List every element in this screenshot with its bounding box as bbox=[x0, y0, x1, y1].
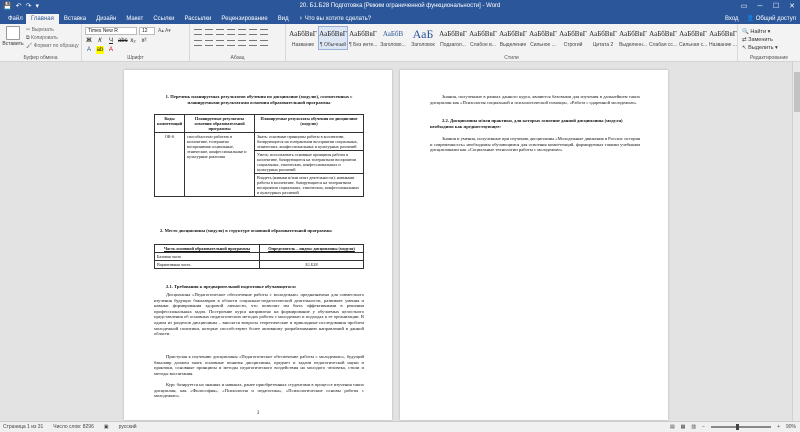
tab-references[interactable]: Ссылки bbox=[153, 16, 175, 22]
table-cell-can: Уметь: использовать основные принципы работы в коллективе, базирующиеся на толерантном восприятии социальных, этнических, конфессиональных и культурных различий bbox=[255, 151, 364, 174]
customize-qat-icon[interactable]: ▾ bbox=[35, 3, 39, 10]
style-item[interactable] bbox=[378, 26, 408, 50]
align-buttons bbox=[194, 40, 268, 46]
borders-icon[interactable] bbox=[260, 40, 268, 46]
styles-group-label: Стили bbox=[504, 55, 519, 61]
replace-button[interactable]: ⇄ Заменить bbox=[742, 37, 773, 43]
table-header-row bbox=[155, 115, 364, 133]
undo-icon[interactable]: ↶ bbox=[15, 3, 22, 10]
select-label: Выделить bbox=[748, 45, 774, 51]
styles-gallery bbox=[288, 26, 738, 50]
style-name: Заголово... bbox=[380, 42, 406, 48]
editing-group-label: Редактирование bbox=[749, 55, 789, 61]
style-sample: АаБбВвГ bbox=[349, 30, 377, 38]
print-layout-icon[interactable]: ▦ bbox=[680, 424, 686, 430]
style-name: Сильная с... bbox=[679, 42, 707, 48]
table-cell-code: ОК-6 bbox=[155, 133, 185, 197]
style-sample: АаБбВвГ bbox=[589, 30, 617, 38]
style-name: Слабая сс... bbox=[649, 42, 677, 48]
style-name: Цитата 2 bbox=[592, 42, 614, 48]
share-button[interactable]: 👤 Общий доступ bbox=[746, 16, 796, 22]
style-name: Заголовок bbox=[411, 42, 435, 48]
zoom-out-button[interactable]: − bbox=[702, 424, 706, 430]
structure-table bbox=[154, 244, 364, 269]
paste-label: Вставить bbox=[2, 41, 24, 47]
replace-label: Заменить bbox=[748, 37, 773, 43]
paragraph-skills: Знания и умения, полученные при изучении дисциплины «Молодежные движения в России: история и современность» необходимы обучающимся для освоения компетенций, формируемых такими учебными дисциплинами как «Социальные технологии работы с молодежью». bbox=[430, 136, 641, 153]
table-cell-master: Владеть (навыки и/или опыт деятельности): навыками работы в коллективе, базирующиеся на толерантном восприятии социальных, этнических, конфессиональных и культурных различий bbox=[255, 174, 364, 197]
table-row bbox=[155, 133, 364, 151]
table-cell-result: способностью работать в коллективе, толерантно воспринимая социальные, этнические, конфессиональные и культурные различия bbox=[185, 133, 255, 197]
style-item[interactable] bbox=[468, 26, 498, 50]
style-name: Выделение bbox=[499, 42, 527, 48]
shading-icon[interactable] bbox=[249, 40, 257, 46]
clipboard-group bbox=[0, 24, 82, 62]
tab-layout[interactable]: Макет bbox=[126, 16, 144, 22]
style-sample: АаБбВвГ bbox=[619, 30, 647, 38]
font-group bbox=[82, 24, 190, 62]
show-marks-icon[interactable] bbox=[260, 29, 268, 35]
find-label: Найти bbox=[750, 29, 767, 35]
zoom-level[interactable]: 90% bbox=[785, 424, 796, 430]
style-item[interactable] bbox=[498, 26, 528, 50]
style-item[interactable] bbox=[558, 26, 588, 50]
tab-mailings[interactable]: Рассылки bbox=[184, 16, 212, 22]
style-sample: АаБбВвГ bbox=[439, 30, 467, 38]
zoom-slider[interactable] bbox=[711, 426, 771, 428]
style-name: Строгий bbox=[563, 42, 583, 48]
italic-button[interactable]: К bbox=[98, 38, 102, 44]
style-item[interactable] bbox=[618, 26, 648, 50]
style-item[interactable] bbox=[648, 26, 678, 50]
table-header-row bbox=[155, 245, 364, 253]
style-item[interactable] bbox=[318, 26, 348, 50]
tab-view[interactable]: Вид bbox=[277, 16, 289, 22]
style-item[interactable] bbox=[708, 26, 738, 50]
style-item[interactable] bbox=[408, 26, 438, 50]
document-area[interactable] bbox=[0, 62, 800, 421]
maximize-button[interactable]: ☐ bbox=[772, 3, 780, 10]
paragraph-prereq: Приступая к изучению дисциплины «Педагогическое обеспечение работы с молодежью», будущий бакалавр должен знать основные понятия дисциплины, предмет и задачи педагогической науки и практики, основные принципы и методы педагогического воздействия на молодого человека, стили и методы воспитания. bbox=[154, 354, 364, 376]
competencies-table bbox=[154, 114, 364, 197]
status-bar bbox=[0, 421, 800, 432]
paragraph-knowledge: Знания, полученные в рамках данного курса, являются базовыми для изучения в дальнейшем таких дисциплин как «Психология социальной и психологической помощи», «Работа с одаренной молодежью». bbox=[430, 94, 640, 105]
table-cell: Вариативная часть bbox=[155, 261, 260, 269]
superscript-button[interactable]: x² bbox=[141, 38, 147, 44]
paragraph-basis: Курс базируется на знаниях и навыках, ранее приобретенных студентами в процессе изучения таких дисциплин, как «Философия», «Психология и педагогика», «Психологические основы работы с молодежью». bbox=[154, 382, 364, 399]
font-name-box[interactable]: Times New R bbox=[85, 27, 137, 35]
paste-button[interactable] bbox=[2, 26, 24, 47]
vertical-scrollbar[interactable] bbox=[792, 62, 800, 421]
web-layout-icon[interactable]: ▥ bbox=[691, 424, 697, 430]
strikethrough-button[interactable]: abc bbox=[118, 38, 128, 44]
style-sample: АаБбВвГ bbox=[289, 30, 317, 38]
paragraph-intro: Дисциплина «Педагогическое обеспечение работы с молодежью» предназначена для совместного изучения будущих бакалавров в области социально-педагогической деятельности, развивает умения и навыки формирования здоровой личности, что позволит им быть эффективными в решении профессиональных задач. Построение курса направлено на формирование у обучаемых целостного представления об основных педагогических методах работы с молодежью и подходах к ее организации. В одном из разделов дисциплины – вносятся вопросы теоретические и прикладные исследования проблем молодежной политики, которые способствуют более активному разрабатыванию направлений в данной области. bbox=[154, 292, 364, 337]
table-header-cell: Определитель – индекс дисциплины (модуля) bbox=[260, 245, 364, 253]
underline-button[interactable]: Ч bbox=[109, 38, 113, 44]
cut-label: Вырезать bbox=[31, 27, 54, 33]
font-color-icon[interactable]: A bbox=[108, 47, 113, 53]
tell-me-text: Что вы хотите сделать? bbox=[304, 16, 372, 22]
list-buttons bbox=[194, 29, 268, 35]
tab-home[interactable]: Главная bbox=[26, 14, 59, 24]
tab-insert[interactable]: Вставка bbox=[63, 16, 87, 22]
close-button[interactable]: ✕ bbox=[789, 3, 795, 10]
page-2[interactable] bbox=[400, 70, 668, 420]
paragraph-group-label: Абзац bbox=[230, 55, 245, 61]
style-sample: АаБбВвГ bbox=[679, 30, 707, 38]
heading-prerequisites: 2.1. Требования к предварительной подготовке обучающегося: bbox=[166, 284, 297, 289]
font-color-buttons bbox=[85, 46, 115, 54]
tell-me-box[interactable]: ♀ Что вы хотите сделать? bbox=[298, 16, 372, 22]
style-item[interactable] bbox=[588, 26, 618, 50]
style-name: Название ... bbox=[709, 42, 737, 48]
table-header-cell: Часть основной образовательной программы bbox=[155, 245, 260, 253]
sort-icon[interactable] bbox=[249, 29, 257, 35]
zoom-in-button[interactable]: + bbox=[777, 424, 780, 430]
window-controls bbox=[736, 0, 800, 13]
paragraph-group bbox=[190, 24, 286, 62]
heading-subsequent: 2.2. Дисциплины и/или практики, для которых освоение данной дисциплины (модуля) необходимо как предшествующее: bbox=[430, 118, 623, 129]
language-indicator[interactable]: русский bbox=[118, 424, 137, 430]
tab-review[interactable]: Рецензирование bbox=[221, 16, 268, 22]
table-cell-know: Знать: основные принципы работы в коллективе, базирующиеся на толерантном восприятии социальных, этнических, конфессиональных и культурных различий bbox=[255, 133, 364, 151]
decrease-indent-icon[interactable] bbox=[227, 29, 235, 35]
minimize-button[interactable]: ─ bbox=[757, 3, 763, 10]
grow-font-icon[interactable]: A▴ A▾ bbox=[158, 28, 171, 34]
title-bar bbox=[0, 0, 800, 13]
tab-design[interactable]: Дизайн bbox=[96, 16, 117, 22]
font-size-box[interactable]: 12 bbox=[139, 27, 155, 35]
style-sample: АаБбВвГ bbox=[319, 30, 347, 38]
page-number: 3 bbox=[256, 411, 260, 416]
style-sample: АаБбВвГ bbox=[529, 30, 557, 38]
cut-button[interactable]: ✂ Вырезать bbox=[26, 27, 54, 33]
increase-indent-icon[interactable] bbox=[238, 29, 246, 35]
heading-place-in-structure: 2. Место дисциплины (модуля) в структуре основной образовательной программы bbox=[160, 228, 332, 233]
document-title: 20. Б1.Б28 Подготовка [Режим ограниченной функциональности] - Word bbox=[299, 3, 501, 9]
proofing-icon[interactable]: ▣ bbox=[103, 424, 109, 430]
tab-file[interactable]: Файл bbox=[8, 16, 23, 22]
style-item[interactable] bbox=[438, 26, 468, 50]
table-cell: Б1.Б28 bbox=[260, 261, 364, 269]
align-center-icon[interactable] bbox=[205, 40, 213, 46]
style-sample: АаБбВвГ bbox=[469, 30, 497, 38]
find-button[interactable]: 🔍 Найти ▾ bbox=[742, 29, 771, 35]
highlight-icon[interactable]: ab bbox=[96, 47, 104, 53]
heading-learning-outcomes: 1. Перечень планируемых результатов обучения по дисциплине (модулю), соотнесенных с планируемыми результатами освоения образовательной программы bbox=[165, 94, 353, 105]
share-label: Общий доступ bbox=[755, 16, 796, 22]
word-count[interactable]: Число слов: 8296 bbox=[53, 424, 94, 430]
style-name: ¶ Без инте... bbox=[349, 42, 377, 48]
copy-label: Копировать bbox=[30, 35, 58, 41]
ribbon-tabs bbox=[0, 13, 800, 24]
bullets-icon[interactable] bbox=[194, 29, 202, 35]
justify-icon[interactable] bbox=[227, 40, 235, 46]
style-sample: АаБбВвГ bbox=[649, 30, 677, 38]
format-painter-button[interactable]: 🖌 Формат по образцу bbox=[26, 43, 79, 49]
select-button[interactable]: ↖ Выделить ▾ bbox=[742, 45, 778, 51]
align-right-icon[interactable] bbox=[216, 40, 224, 46]
style-sample: АаБбВвГ bbox=[559, 30, 587, 38]
font-format-buttons bbox=[85, 37, 148, 45]
save-icon[interactable]: 💾 bbox=[3, 3, 12, 10]
style-name: Слабое в... bbox=[470, 42, 496, 48]
style-sample: АаБбВвГ bbox=[499, 30, 527, 38]
table-header-cell: Коды компетенций bbox=[155, 115, 185, 133]
style-item[interactable] bbox=[288, 26, 318, 50]
clipboard-group-label: Буфер обмена bbox=[23, 55, 58, 61]
style-item[interactable] bbox=[348, 26, 378, 50]
editing-buttons bbox=[742, 28, 778, 52]
style-sample: АаБбВвГ bbox=[709, 30, 737, 38]
numbering-icon[interactable] bbox=[205, 29, 213, 35]
style-name: Подзагол... bbox=[440, 42, 466, 48]
table-row bbox=[155, 261, 364, 269]
align-left-icon[interactable] bbox=[194, 40, 202, 46]
multilevel-list-icon[interactable] bbox=[216, 29, 224, 35]
subscript-button[interactable]: x₂ bbox=[130, 38, 136, 44]
page-1[interactable] bbox=[124, 70, 392, 420]
format-painter-label: Формат по образцу bbox=[33, 43, 79, 49]
read-mode-icon[interactable]: ▤ bbox=[669, 424, 675, 430]
copy-button[interactable]: ⧉ Копировать bbox=[26, 35, 58, 41]
zoom-slider-thumb[interactable] bbox=[736, 424, 739, 430]
style-name: ¶ Обычный bbox=[319, 42, 347, 48]
ribbon bbox=[0, 24, 800, 62]
font-group-label: Шрифт bbox=[127, 55, 144, 61]
table-cell: Базовая часть bbox=[155, 253, 260, 261]
page-indicator[interactable]: Страница 1 из 31 bbox=[3, 424, 44, 430]
line-spacing-icon[interactable] bbox=[238, 40, 246, 46]
style-name: Название bbox=[291, 42, 315, 48]
table-row bbox=[155, 253, 364, 261]
ribbon-display-icon[interactable]: ▭ bbox=[740, 3, 748, 10]
sign-in-link[interactable]: Вход bbox=[724, 16, 739, 22]
table-header-cell: Планируемые результаты обучения по дисциплине (модулю) bbox=[255, 115, 364, 133]
style-item[interactable] bbox=[528, 26, 558, 50]
paste-icon bbox=[6, 26, 20, 40]
style-name: Сильное ... bbox=[530, 42, 556, 48]
table-cell bbox=[260, 253, 364, 261]
bold-button[interactable]: Ж bbox=[86, 38, 92, 44]
style-sample: АаБбВ bbox=[382, 30, 404, 38]
style-sample: АаБ bbox=[412, 27, 434, 41]
scrollbar-thumb[interactable] bbox=[794, 72, 800, 112]
redo-icon[interactable]: ↷ bbox=[25, 3, 32, 10]
style-item[interactable] bbox=[678, 26, 708, 50]
text-effects-icon[interactable]: A bbox=[86, 47, 91, 53]
table-header-cell: Планируемые результаты освоения образовательной программы bbox=[185, 115, 255, 133]
style-name: Выделенн... bbox=[619, 42, 647, 48]
